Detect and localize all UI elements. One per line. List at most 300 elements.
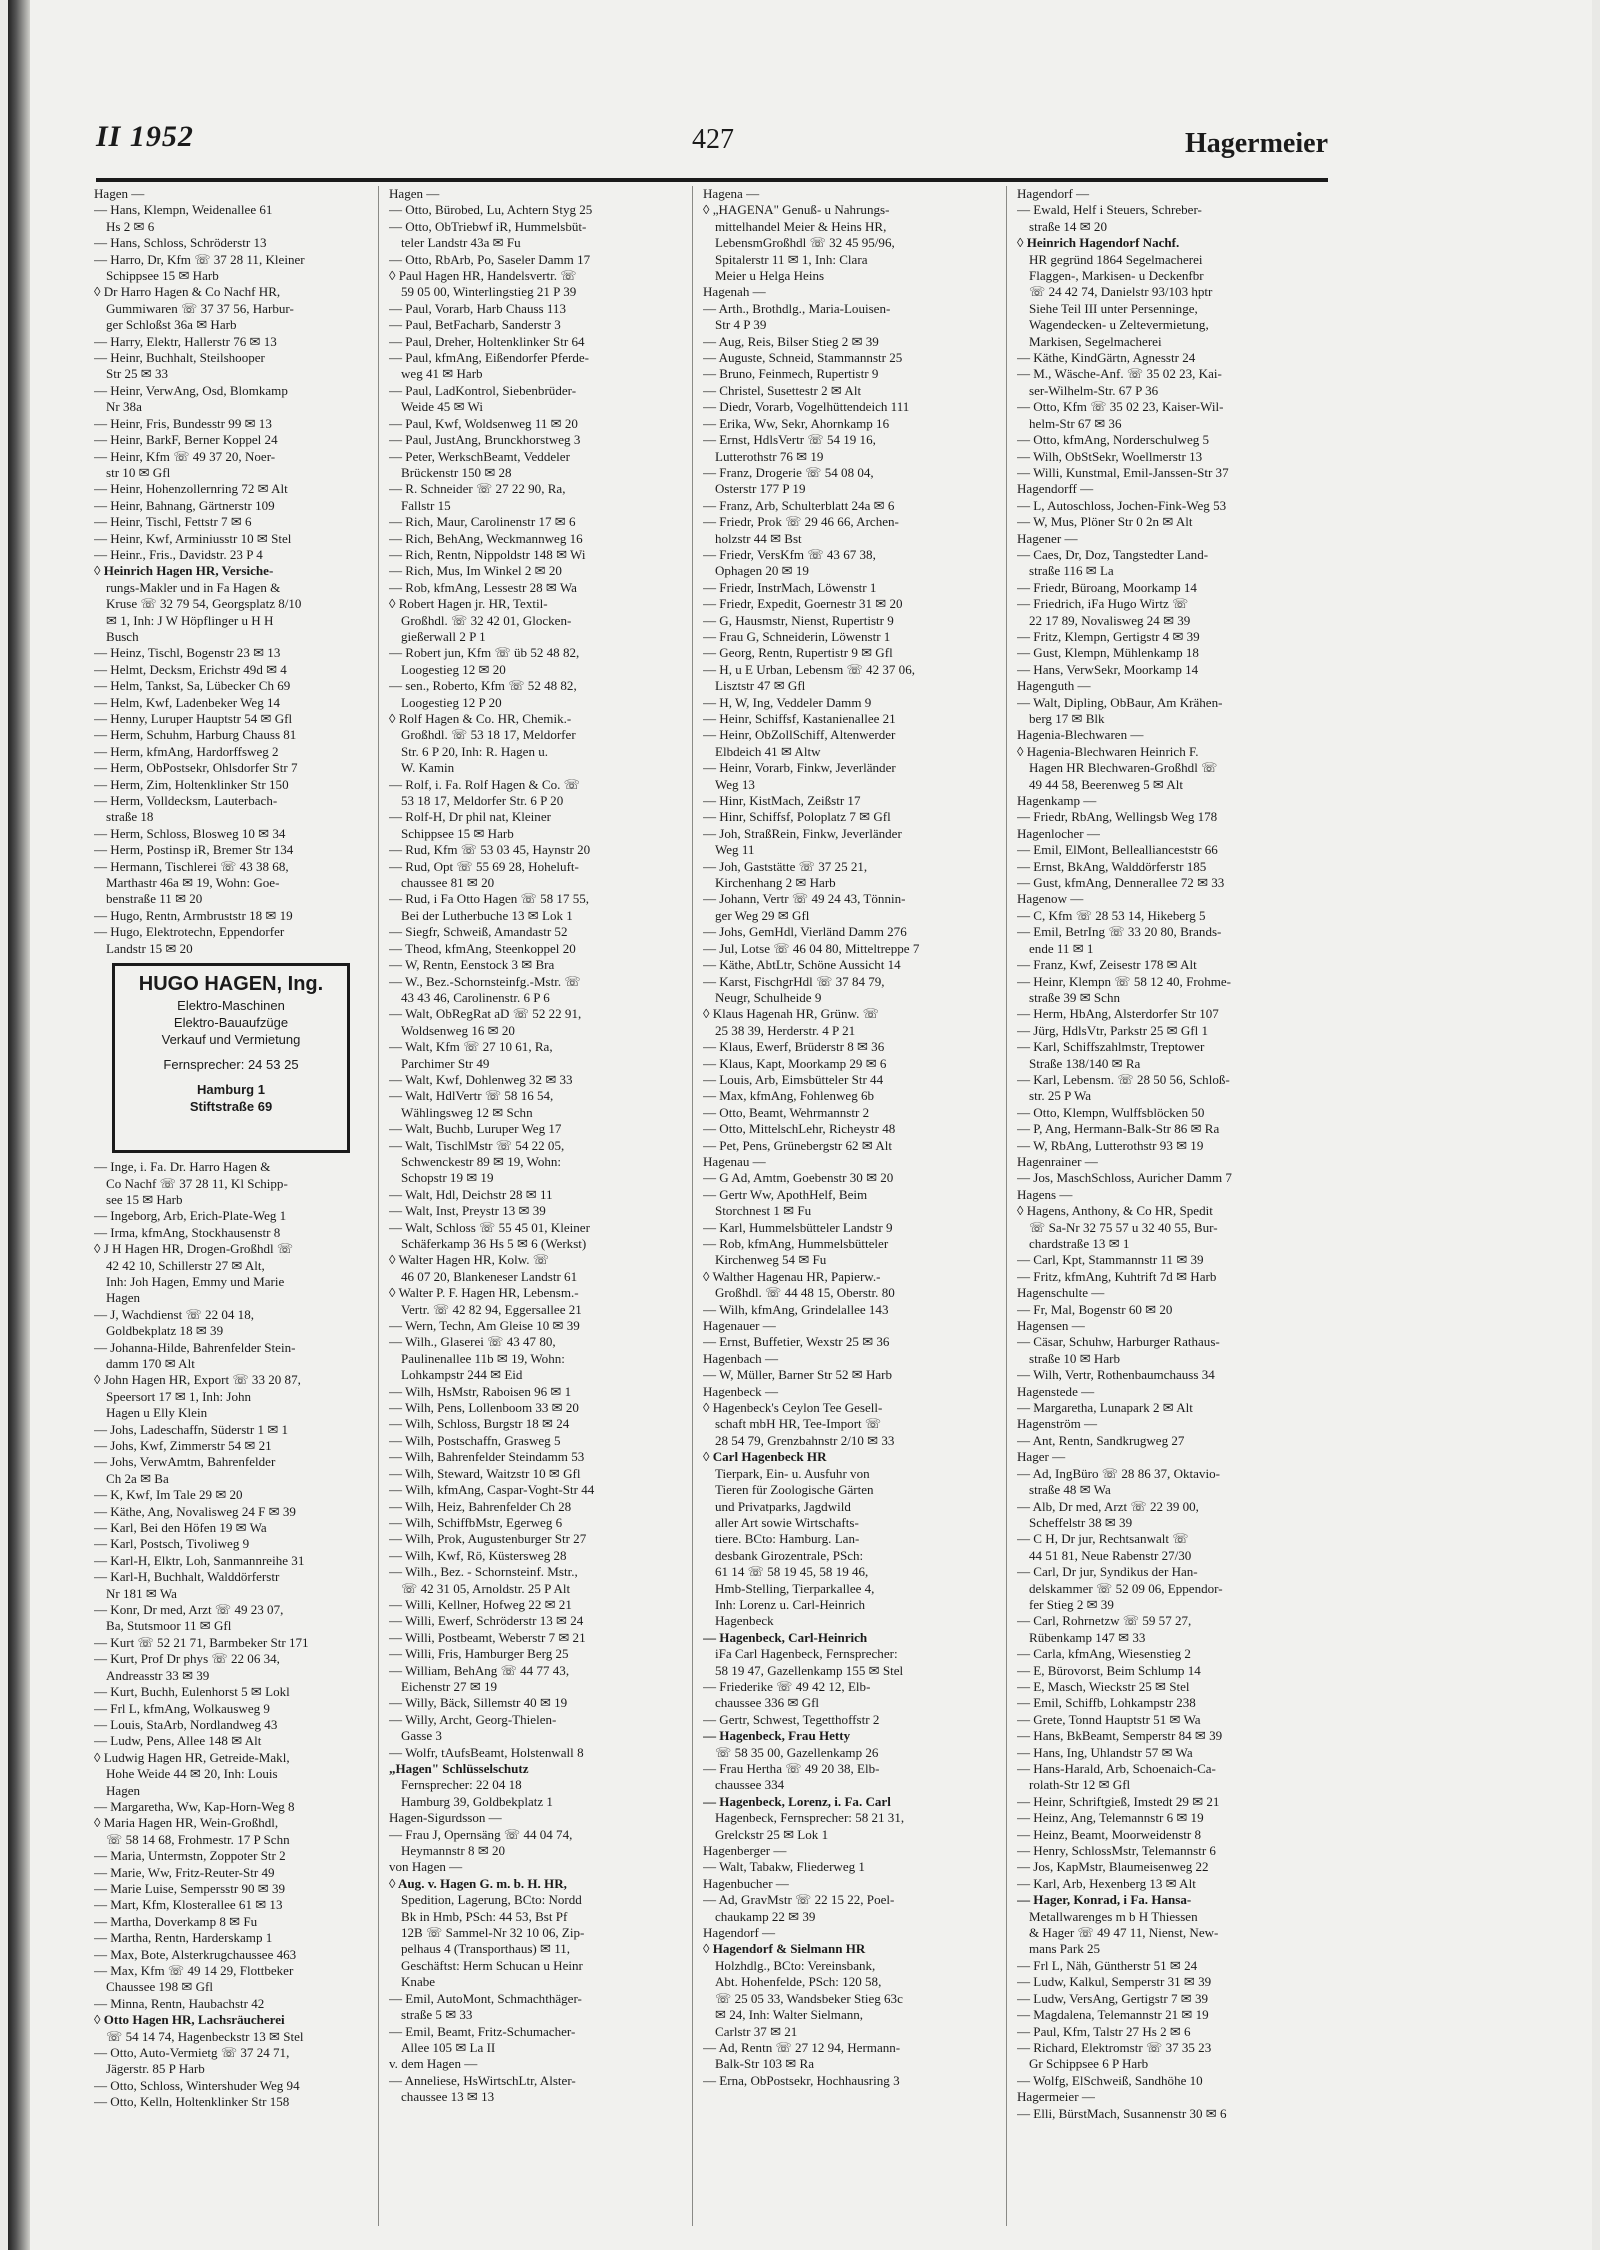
directory-entry: — Fritz, Klempn, Gertigstr 4 ✉ 39 [1017,628,1200,644]
directory-entry: — W, Müller, Barner Str 52 ✉ Harb [703,1367,893,1383]
directory-entry: — Richard, Elektromstr ☏ 37 35 23 [1017,2039,1212,2055]
directory-entry: — Anneliese, HsWirtschLtr, Alster- [389,2072,576,2088]
directory-entry: — Franz, Drogerie ☏ 54 08 04, [703,464,874,480]
directory-entry: — Otto, Kfm ☏ 35 02 23, Kaiser-Wil- [1017,399,1224,415]
directory-entry: — Hinr, Schiffsf, Poloplatz 7 ✉ Gfl [703,809,891,825]
entry-continuation: Goldbekplatz 18 ✉ 39 [106,1323,224,1339]
directory-entry: — Grete, Tonnd Hauptstr 51 ✉ Wa [1017,1711,1201,1727]
directory-entry: — Wilh., Glaserei ☏ 43 47 80, [389,1334,556,1350]
directory-entry: — Wilh, Heiz, Bahrenfelder Ch 28 [389,1498,572,1514]
directory-entry: — Herm, HbAng, Alsterdorfer Str 107 [1017,1006,1219,1022]
directory-entry: Hagenström — [1017,1416,1098,1432]
directory-entry: — Johanna-Hilde, Bahrenfelder Stein- [94,1339,296,1355]
directory-entry: — Paul, Vorarb, Harb Chauss 113 [389,300,566,316]
directory-entry: — Emil, Beamt, Fritz-Schumacher- [389,2023,576,2039]
directory-entry: — Kurt, Prof Dr phys ☏ 22 06 34, [94,1651,280,1667]
entry-continuation: Balk-Str 103 ✉ Ra [715,2056,814,2072]
directory-entry: von Hagen — [389,1859,463,1875]
directory-entry: — Frau J, Opernsäng ☏ 44 04 74, [389,1826,573,1842]
directory-entry: — Ludw, VersAng, Gertigstr 7 ✉ 39 [1017,1990,1209,2006]
entry-continuation: chardstraße 13 ✉ 1 [1029,1236,1130,1251]
directory-entry: — Ludw, Kalkul, Semperstr 31 ✉ 39 [1017,1974,1212,1990]
entry-continuation: 58 19 47, Gazellenkamp 155 ✉ Stel [715,1662,904,1678]
directory-entry: — Willi, Kellner, Hofweg 22 ✉ 21 [389,1596,572,1612]
directory-entry: — Walt, Tabakw, Fliederweg 1 [703,1859,865,1875]
directory-entry: — Siegfr, Schweiß, Amandastr 52 [389,924,568,940]
directory-entry: — Caes, Dr, Doz, Tangstedter Land- [1017,546,1209,562]
directory-entry: — Karst, FischgrHdl ☏ 37 84 79, [703,973,885,989]
directory-entry: — Herm, Zim, Holtenklinker Str 150 [94,776,289,792]
directory-entry: Hagenah — [703,284,766,300]
directory-entry: — Gust, Klempn, Mühlenkamp 18 [1017,645,1199,661]
directory-entry: — Friedr, RbAng, Wellingsb Weg 178 [1017,809,1218,825]
entry-continuation: rolath-Str 12 ✉ Gfl [1029,1777,1131,1793]
directory-entry: Hagenau — [703,1153,766,1169]
directory-page [8,0,1592,2250]
directory-entry: — Hans, BkBeamt, Semperstr 84 ✉ 39 [1017,1728,1223,1744]
entry-continuation: Woldsenweg 16 ✉ 20 [401,1022,515,1038]
entry-continuation: 49 44 58, Beerenweg 5 ✉ Alt [1029,776,1184,792]
directory-entry: — Wilh, Schloss, Burgstr 18 ✉ 24 [389,1416,570,1432]
directory-entry: — Ernst, HdlsVertr ☏ 54 19 16, [703,432,876,448]
directory-entry: — Otto, Klempn, Wulffsblöcken 50 [1017,1104,1205,1120]
entry-continuation: Hagen HR Blechwaren-Großhdl ☏ [1029,760,1218,776]
directory-entry: — G Ad, Amtm, Goebenstr 30 ✉ 20 [703,1170,894,1186]
directory-entry: ◊ Carl Hagenbeck HR [703,1449,827,1465]
entry-continuation: Jägerstr. 85 P Harb [106,2061,205,2077]
entry-continuation: W. Kamin [401,760,455,776]
entry-continuation: Gasse 3 [401,1728,442,1744]
directory-entry: ◊ Hagens, Anthony, & Co HR, Spedit [1017,1203,1213,1219]
entry-continuation: Speersort 17 ✉ 1, Inh: John [106,1388,252,1404]
directory-entry: ◊ Hagenia-Blechwaren Heinrich F. [1017,743,1199,759]
directory-entry: — Otto, Beamt, Wehrmannstr 2 [703,1104,870,1120]
entry-continuation: teler Landstr 43a ✉ Fu [401,235,521,251]
directory-entry: Hagen-Sigurdsson — [389,1810,502,1826]
entry-continuation: iFa Carl Hagenbeck, Fernsprecher: [715,1646,898,1662]
directory-entry: — Heinz, Beamt, Moorweidenstr 8 [1017,1826,1202,1842]
directory-entry: — Otto, Bürobed, Lu, Achtern Styg 25 [389,202,593,218]
entry-continuation: 25 38 39, Herderstr. 4 P 21 [715,1022,856,1038]
entry-continuation: Carlstr 37 ✉ 21 [715,2023,798,2039]
entry-continuation: Hagenbeck [715,1613,774,1629]
directory-entry: ◊ Hagenbeck's Ceylon Tee Gesell- [703,1400,883,1416]
directory-entry: — Walt, Inst, Preystr 13 ✉ 39 [389,1203,546,1219]
entry-continuation: Brückenstr 150 ✉ 28 [401,464,512,480]
directory-entry: Hagenauer — [703,1318,776,1334]
directory-entry: — Johann, Vertr ☏ 49 24 43, Tönnin- [703,891,906,907]
directory-entry: — Inge, i. Fa. Dr. Harro Hagen & [94,1159,271,1175]
directory-entry: — Ernst, BkAng, Walddörferstr 185 [1017,858,1207,874]
entry-continuation: ende 11 ✉ 1 [1029,940,1094,956]
directory-entry: ◊ Ludwig Hagen HR, Getreide-Makl, [94,1749,290,1765]
directory-entry: Hagenstede — [1017,1383,1095,1399]
directory-entry: — Henny, Luruper Hauptstr 54 ✉ Gfl [94,711,293,726]
directory-entry: — Paul, LadKontrol, Siebenbrüder- [389,382,577,398]
directory-entry: — Wilh, Postschaffn, Grasweg 5 [389,1432,561,1448]
directory-entry: — Wilh, kfmAng, Caspar-Voght-Str 44 [389,1482,595,1498]
directory-entry: ◊ John Hagen HR, Export ☏ 33 20 87, [94,1372,301,1388]
directory-entry: ◊ Heinrich Hagen HR, Versiche- [94,563,274,579]
directory-entry: — Paul, JustAng, Brunckhorstweg 3 [389,432,581,448]
directory-entry: — Heinr, VerwAng, Osd, Blomkamp [94,382,288,398]
page-number: 427 [692,124,734,155]
directory-entry: Hagenberger — [703,1843,787,1859]
entry-continuation: weg 41 ✉ Harb [401,366,483,382]
entry-continuation: 28 54 79, Grenzbahnstr 2/10 ✉ 33 [715,1432,895,1448]
entry-continuation: Kruse ☏ 32 79 54, Georgsplatz 8/10 [106,596,302,612]
column-3 [703,186,979,2226]
entry-continuation: Hagenbeck, Fernsprecher: 58 21 31, [715,1810,905,1826]
directory-entry: — Margaretha, Lunapark 2 ✉ Alt [1017,1400,1193,1416]
directory-entry: — R. Schneider ☏ 27 22 90, Ra, [389,481,566,497]
entry-continuation: mittelhandel Meier & Heins HR, [715,218,887,234]
entry-continuation: ser-Wilhelm-Str. 67 P 36 [1029,382,1159,398]
directory-entry: — Walt, Dipling, ObBaur, Am Krähen- [1017,694,1223,710]
entry-continuation: Hagen [106,1290,141,1306]
entry-continuation: Schopstr 19 ✉ 19 [401,1170,494,1186]
directory-entry: — Hans-Harald, Arb, Schoenaich-Ca- [1017,1761,1216,1776]
directory-entry: — Otto, RbArb, Po, Saseler Damm 17 [389,251,591,267]
directory-entry: — Karl, Postsch, Tivoliweg 9 [94,1536,250,1552]
entry-continuation: 22 17 89, Novalisweg 24 ✉ 39 [1029,612,1191,628]
directory-entry: — Hans, VerwSekr, Moorkamp 14 [1017,661,1199,677]
directory-entry: — Elli, BürstMach, Susannenstr 30 ✉ 6 [1017,2105,1227,2121]
column-1-entries-top [94,186,370,957]
directory-entry: — Willi, Kunstmal, Emil-Janssen-Str 37 [1017,464,1229,480]
page-edge-shadow [8,0,30,2250]
directory-entry: — Wilh, Pens, Lollenboom 33 ✉ 20 [389,1400,579,1416]
directory-entry: Hagendorf — [703,1925,776,1941]
directory-entry: — Heinr, Fris, Bundesstr 99 ✉ 13 [94,415,272,431]
directory-entry: — Fr, Mal, Bogenstr 60 ✉ 20 [1017,1301,1173,1317]
directory-entry: Hagenia-Blechwaren — [1017,727,1144,743]
ad-title: HUGO HAGEN, Ing. [138,973,324,996]
directory-entry: Hagenlocher — [1017,825,1100,841]
entry-continuation: benstraße 11 ✉ 20 [106,891,203,907]
entry-continuation: desbank Girozentrale, PSch: [715,1547,864,1563]
entry-continuation: straße 39 ✉ Schn [1029,989,1121,1005]
entry-continuation: Scheffelstr 38 ✉ 39 [1029,1514,1133,1530]
directory-entry: — Paul, Kwf, Woldsenweg 11 ✉ 20 [389,415,578,431]
directory-entry: — Karl, Bei den Höfen 19 ✉ Wa [94,1520,267,1536]
directory-entry: — Louis, StaArb, Nordlandweg 43 [94,1716,278,1732]
entry-continuation: Ophagen 20 ✉ 19 [715,563,809,579]
entry-continuation: LebensmGroßhdl ☏ 32 45 95/96, [715,235,895,251]
entry-continuation: Gummiwaren ☏ 37 37 56, Harbur- [106,300,294,316]
directory-entry: — Heinr, Bahnang, Gärtnerstr 109 [94,497,275,513]
entry-continuation: 59 05 00, Winterlingstieg 21 P 39 [401,284,577,300]
directory-entry: — Wilh, kfmAng, Grindelallee 143 [703,1301,889,1317]
entry-continuation: Rübenkamp 147 ✉ 33 [1029,1629,1146,1645]
directory-entry: ◊ Klaus Hagenah HR, Grünw. ☏ [703,1006,879,1022]
column-1-entries-bottom [94,1159,370,2111]
directory-entry: ◊ Maria Hagen HR, Wein-Großhdl, [94,1815,279,1831]
directory-entry: — Christel, Susettestr 2 ✉ Alt [703,382,862,398]
directory-entry: — H, u E Urban, Lebensm ☏ 42 37 06, [703,661,915,677]
directory-entry: — Georg, Rentn, Rupertistr 9 ✉ Gfl [703,645,893,661]
entry-continuation: Marthastr 46a ✉ 19, Wohn: Goe- [106,875,280,891]
directory-entry: — Erna, ObPostsekr, Hochhausring 3 [703,2072,900,2088]
entry-continuation: chaukamp 22 ✉ 39 [715,1908,816,1924]
directory-entry: — Otto, Kelln, Holtenklinker Str 158 [94,2094,290,2110]
directory-entry: ◊ Robert Hagen jr. HR, Textil- [389,596,548,612]
directory-entry: — Ingeborg, Arb, Erich-Plate-Weg 1 [94,1208,287,1224]
entry-continuation: Co Nachf ☏ 37 28 11, Kl Schipp- [106,1175,288,1191]
directory-entry: — Rud, Kfm ☏ 53 03 45, Haynstr 20 [389,842,591,858]
entry-continuation: ☏ 42 31 05, Arnoldstr. 25 P Alt [401,1580,571,1596]
entry-continuation: Elbdeich 41 ✉ Altw [715,743,821,759]
directory-entry: — Paul, BetFacharb, Sanderstr 3 [389,317,561,333]
directory-entry: — Friedr, VersKfm ☏ 43 67 38, [703,546,876,562]
directory-entry: Hagenbucher — [703,1875,789,1891]
entry-continuation: Hagen [106,1782,141,1798]
directory-entry: — Diedr, Vorarb, Vogelhüttendeich 111 [703,399,910,415]
directory-entry: — Heinr, Hohenzollernring 72 ✉ Alt [94,481,288,497]
directory-entry: ◊ J H Hagen HR, Drogen-Großhdl ☏ [94,1241,294,1257]
directory-entry: — Hans, Ing, Uhlandstr 57 ✉ Wa [1017,1744,1193,1760]
entry-continuation: Weg 11 [715,842,755,858]
ad-line: Elektro-Bauaufzüge [173,1014,289,1030]
entry-continuation: ☏ 58 35 00, Gazellenkamp 26 [715,1744,879,1760]
directory-entry: ◊ Hagendorf & Sielmann HR [703,1941,866,1957]
directory-entry: — Marie Luise, Sempersstr 90 ✉ 39 [94,1880,286,1896]
entry-continuation: Storchnest 1 ✉ Fu [715,1203,812,1219]
directory-entry: — Friedr, Prok ☏ 29 46 66, Archen- [703,514,899,530]
directory-entry: — Helmt, Decksm, Erichstr 49d ✉ 4 [94,661,287,677]
directory-entry: — Käthe, AbtLtr, Schöne Aussicht 14 [703,957,901,973]
directory-entry: — Wilh, ObStSekr, Woellmerstr 13 [1017,448,1203,464]
directory-entry: — Louis, Arb, Eimsbütteler Str 44 [703,1071,884,1087]
directory-entry: — Rolf-H, Dr phil nat, Kleiner [389,809,551,825]
directory-entry: — G, Hausmstr, Nienst, Rupertistr 9 [703,612,894,628]
entry-continuation: Inh: Lorenz u. Carl-Heinrich [715,1596,865,1612]
entry-continuation: Lohkampstr 244 ✉ Eid [401,1367,523,1383]
directory-entry: — Carl, Rohrnetzw ☏ 59 57 27, [1017,1613,1192,1629]
directory-entry: — Wilh, Prok, Augustenburger Str 27 [389,1531,587,1547]
directory-entry: — Walt, Kwf, Dohlenweg 32 ✉ 33 [389,1071,573,1087]
directory-entry: — Hinr, KistMach, Zeißstr 17 [703,793,861,809]
entry-continuation: fer Stieg 2 ✉ 39 [1029,1596,1114,1612]
directory-entry: — Mart, Kfm, Klosterallee 61 ✉ 13 [94,1897,283,1913]
entry-continuation: Spitalerstr 11 ✉ 1, Inh: Clara [715,251,868,267]
directory-entry: ◊ Paul Hagen HR, Handelsvertr. ☏ [389,268,577,284]
directory-entry: — W, Mus, Plöner Str 0 2n ✉ Alt [1017,514,1193,530]
directory-entry: — W, RbAng, Lutterothstr 93 ✉ 19 [1017,1137,1204,1153]
entry-continuation: Wählingsweg 12 ✉ Schn [401,1104,533,1120]
entry-continuation: Holzhdlg., BCto: Vereinsbank, [715,1957,876,1973]
directory-entry: — Emil, AutoMont, Schmachthäger- [389,1990,582,2006]
directory-entry: — Carla, kfmAng, Wiesenstieg 2 [1017,1646,1191,1662]
directory-entry: — H, W, Ing, Veddeler Damm 9 [703,694,872,710]
directory-entry: — Franz, Kwf, Zeisestr 178 ✉ Alt [1017,957,1197,973]
directory-entry: — Herm, kfmAng, Hardorffsweg 2 [94,743,279,759]
entry-continuation: Lutterothstr 76 ✉ 19 [715,448,824,464]
entry-continuation: Flaggen-, Markisen- u Deckenfbr [1029,268,1204,284]
entry-continuation: Fernsprecher: 22 04 18 [401,1777,522,1793]
directory-entry: — Max, kfmAng, Fohlenweg 6b [703,1088,875,1104]
entry-continuation: straße 116 ✉ La [1029,563,1114,579]
directory-entry: — Otto, Auto-Vermietg ☏ 37 24 71, [94,2045,290,2061]
entry-continuation: Grelckstr 25 ✉ Lok 1 [715,1826,829,1842]
entry-continuation: gießerwall 2 P 1 [401,628,486,644]
directory-entry: — Ad, GravMstr ☏ 22 15 22, Poel- [703,1892,895,1908]
entry-continuation: Schippsee 15 ✉ Harb [106,268,219,284]
entry-continuation: Knabe [401,1974,436,1990]
directory-entry: — Emil, BetrIng ☏ 33 20 80, Brands- [1017,924,1222,940]
entry-continuation: rungs-Makler und in Fa Hagen & [106,579,281,595]
directory-entry: — Cäsar, Schuhw, Harburger Rathaus- [1017,1334,1220,1350]
entry-continuation: Ch 2a ✉ Ba [106,1470,169,1486]
entry-continuation: Spedition, Lagerung, BCto: Nordd [401,1892,582,1908]
directory-entry: — Friedr, InstrMach, Löwenstr 1 [703,579,877,595]
directory-entry: — Wilh, Bahrenfelder Steindamm 53 [389,1449,585,1465]
directory-entry: — Rich, Maur, Carolinenstr 17 ✉ 6 [389,514,576,530]
column-separator [378,186,379,2226]
entry-continuation: Str 25 ✉ 33 [106,366,169,382]
directory-entry: — Bruno, Feinmech, Rupertistr 9 [703,366,879,382]
entry-continuation: Gr Schippsee 6 P Harb [1029,2056,1149,2072]
directory-entry: — L, Autoschloss, Jochen-Fink-Weg 53 [1017,497,1227,513]
directory-entry: — Kurt, Buchh, Eulenhorst 5 ✉ Lokl [94,1684,290,1700]
entry-continuation: Kirchenhang 2 ✉ Harb [715,875,836,891]
directory-entry: ◊ Aug. v. Hagen G. m. b. H. HR, [389,1875,567,1891]
directory-entry: — Ernst, Buffetier, Wexstr 25 ✉ 36 [703,1334,890,1350]
directory-entry: — Heinr, Schiffsf, Kastanienallee 21 [703,711,896,726]
entry-continuation: Bei der Lutherbuche 13 ✉ Lok 1 [401,907,573,923]
directory-entry: — Walt, Hdl, Deichstr 28 ✉ 11 [389,1186,553,1202]
directory-entry: Hagensen — [1017,1318,1085,1334]
directory-entry: — Otto, ObTriebwf iR, Hummelsbüt- [389,218,587,234]
directory-entry: — Emil, ElMont, Belleallianceststr 66 [1017,842,1218,858]
entry-continuation: Hs 2 ✉ 6 [106,218,155,234]
entry-continuation: Metallwarenges m b H Thiessen [1029,1908,1198,1924]
entry-continuation: Neugr, Schulheide 9 [715,989,822,1005]
directory-entry: — Robert jun, Kfm ☏ üb 52 48 82, [389,645,580,661]
directory-entry: — Otto, Schloss, Wintershuder Weg 94 [94,2077,300,2093]
directory-entry: — J, Wachdienst ☏ 22 04 18, [94,1306,254,1322]
entry-continuation: 53 18 17, Meldorfer Str. 6 P 20 [401,793,564,809]
directory-entry: — P, Ang, Hermann-Balk-Str 86 ✉ Ra [1017,1121,1220,1137]
entry-continuation: aller Art sowie Wirtschafts- [715,1514,859,1530]
directory-entry: — Pet, Pens, Grünebergstr 62 ✉ Alt [703,1137,892,1153]
entry-continuation: straße 14 ✉ 20 [1029,218,1107,234]
directory-entry: Hagens — [1017,1186,1073,1202]
directory-entry: — Ad, IngBüro ☏ 28 86 37, Oktavio- [1017,1465,1220,1481]
directory-entry: — Aug, Reis, Bilser Stieg 2 ✉ 39 [703,333,879,349]
directory-entry: — Minna, Rentn, Haubachstr 42 [94,1995,265,2011]
advertisement-box [112,963,350,1153]
directory-entry: — K, Kwf, Im Tale 29 ✉ 20 [94,1487,243,1503]
directory-entry: — Wern, Techn, Am Gleise 10 ✉ 39 [389,1318,580,1334]
directory-entry: — Frau G, Schneiderin, Löwenstr 1 [703,628,891,644]
directory-entry: — Auguste, Schneid, Stammannstr 25 [703,350,903,366]
directory-entry: — Heinz, Tischl, Bogenstr 23 ✉ 13 [94,645,281,661]
entry-continuation: ger Schloßst 36a ✉ Harb [106,317,237,333]
directory-entry: — Heinr, BarkF, Berner Koppel 24 [94,432,278,448]
entry-continuation: chaussee 13 ✉ 13 [401,2089,495,2105]
directory-entry: — Ludw, Pens, Allee 148 ✉ Alt [94,1733,262,1749]
entry-continuation: straße 18 [106,809,154,825]
volume-year: II 1952 [96,120,194,153]
directory-entry: — Friedr, Expedit, Goernestr 31 ✉ 20 [703,596,903,612]
directory-entry: Hagenbeck — [703,1383,778,1399]
entry-continuation: Großhdl. ☏ 32 42 01, Glocken- [401,612,572,628]
column-separator [692,186,693,2226]
directory-entry: — Willy, Bäck, Sillemstr 40 ✉ 19 [389,1695,568,1711]
entry-continuation: HR gegründ 1864 Segelmacherei [1029,251,1203,267]
directory-entry: — Hagenbeck, Carl-Heinrich [703,1629,868,1645]
entry-continuation: Weg 13 [715,776,755,792]
directory-entry: — Wilh, HsMstr, Raboisen 96 ✉ 1 [389,1383,572,1399]
directory-entry: — Emil, Schiffb, Lohkampstr 238 [1017,1695,1196,1711]
ad-street: Stiftstraße 69 [189,1098,273,1114]
directory-entry: — Herm, Volldecksm, Lauterbach- [94,793,278,809]
column-separator [1006,186,1007,2226]
directory-entry: — C H, Dr jur, Rechtsanwalt ☏ [1017,1531,1189,1547]
entry-continuation: damm 170 ✉ Alt [106,1355,195,1371]
directory-entry: — Frl L, Näh, Güntherstr 51 ✉ 24 [1017,1957,1198,1973]
entry-continuation: Hohe Weide 44 ✉ 20, Inh: Louis [106,1766,278,1782]
entry-continuation: Tierpark, Ein- u. Ausfuhr von [715,1465,870,1481]
directory-entry: ◊ Heinrich Hagendorf Nachf. [1017,235,1180,251]
entry-continuation: 44 51 81, Neue Rabenstr 27/30 [1029,1547,1192,1563]
directory-entry: Hagena — [703,186,760,201]
directory-entry: — Walt, ObRegRat aD ☏ 52 22 91, [389,1006,582,1022]
directory-entry: — Willy, Archt, Georg-Thielen- [389,1711,557,1727]
entry-continuation: Andreasstr 33 ✉ 39 [106,1667,210,1683]
directory-entry: — Hugo, Elektrotechn, Eppendorfer [94,924,285,940]
ad-city: Hamburg 1 [197,1081,265,1097]
directory-entry: — Wilh., Bez. - Schornsteinf. Mstr., [389,1564,578,1580]
directory-entry: — Wilh, SchiffbMstr, Egerweg 6 [389,1514,563,1530]
directory-entry: — Hagenbeck, Frau Hetty [703,1728,851,1744]
directory-entry: ◊ Rolf Hagen & Co. HR, Chemik.- [389,711,572,726]
directory-entry: Hagendorf — [1017,186,1090,201]
directory-entry: — Peter, WerkschBeamt, Veddeler [389,448,570,464]
directory-entry: — Wilh, Kwf, Rö, Küstersweg 28 [389,1547,567,1563]
entry-continuation: Paulinenallee 11b ✉ 19, Wohn: [401,1350,565,1366]
directory-entry: — Klaus, Kapt, Moorkamp 29 ✉ 6 [703,1055,887,1071]
directory-entry: — Hugo, Rentn, Armbruststr 18 ✉ 19 [94,907,293,923]
directory-entry: — Magdalena, Telemannstr 21 ✉ 19 [1017,2007,1209,2023]
entry-continuation: berg 17 ✉ Blk [1029,711,1105,726]
entry-continuation: Inh: Joh Hagen, Emmy und Marie [106,1273,285,1289]
directory-entry: — Herm, Postinsp iR, Bremer Str 134 [94,842,294,858]
directory-entry: Hagermeier — [1017,2089,1095,2105]
directory-entry: — Wilh, Steward, Waitzstr 10 ✉ Gfl [389,1465,581,1481]
entry-continuation: Meier u Helga Heins [715,268,825,284]
directory-entry: Hagenbach — [703,1350,778,1366]
directory-entry: — Harry, Elektr, Hallerstr 76 ✉ 13 [94,333,277,349]
entry-continuation: Loogestieg 12 ✉ 20 [401,661,506,677]
directory-entry: — Heinr, Klempn ☏ 58 12 40, Frohme- [1017,973,1232,989]
entry-continuation: Großhdl. ☏ 53 18 17, Meldorfer [401,727,576,743]
directory-entry: — Carl, Dr jur, Syndikus der Han- [1017,1564,1198,1580]
entry-continuation: 46 07 20, Blankeneser Landstr 61 [401,1268,578,1284]
directory-entry: — Walt, Buchb, Luruper Weg 17 [389,1121,562,1137]
directory-entry: — Ewald, Helf i Steuers, Schreber- [1017,202,1202,218]
directory-entry: — Friedrich, iFa Hugo Wirtz ☏ [1017,596,1189,612]
entry-continuation: 12B ☏ Sammel-Nr 32 10 06, Zip- [401,1925,585,1941]
entry-continuation: tiere. BCto: Hamburg. Lan- [715,1531,860,1547]
directory-entry: — Arth., Brothdlg., Maria-Louisen- [703,300,891,316]
directory-entry: — Willi, Fris, Hamburger Berg 25 [389,1646,569,1662]
directory-entry: — Rich, Mus, Im Winkel 2 ✉ 20 [389,563,562,579]
directory-entry: — Frau Hertha ☏ 49 20 38, Elb- [703,1761,880,1776]
directory-entry: — Rich, BehAng, Weckmannweg 16 [389,530,583,546]
entry-continuation: 42 42 10, Schillerstr 27 ✉ Alt, [106,1257,265,1273]
